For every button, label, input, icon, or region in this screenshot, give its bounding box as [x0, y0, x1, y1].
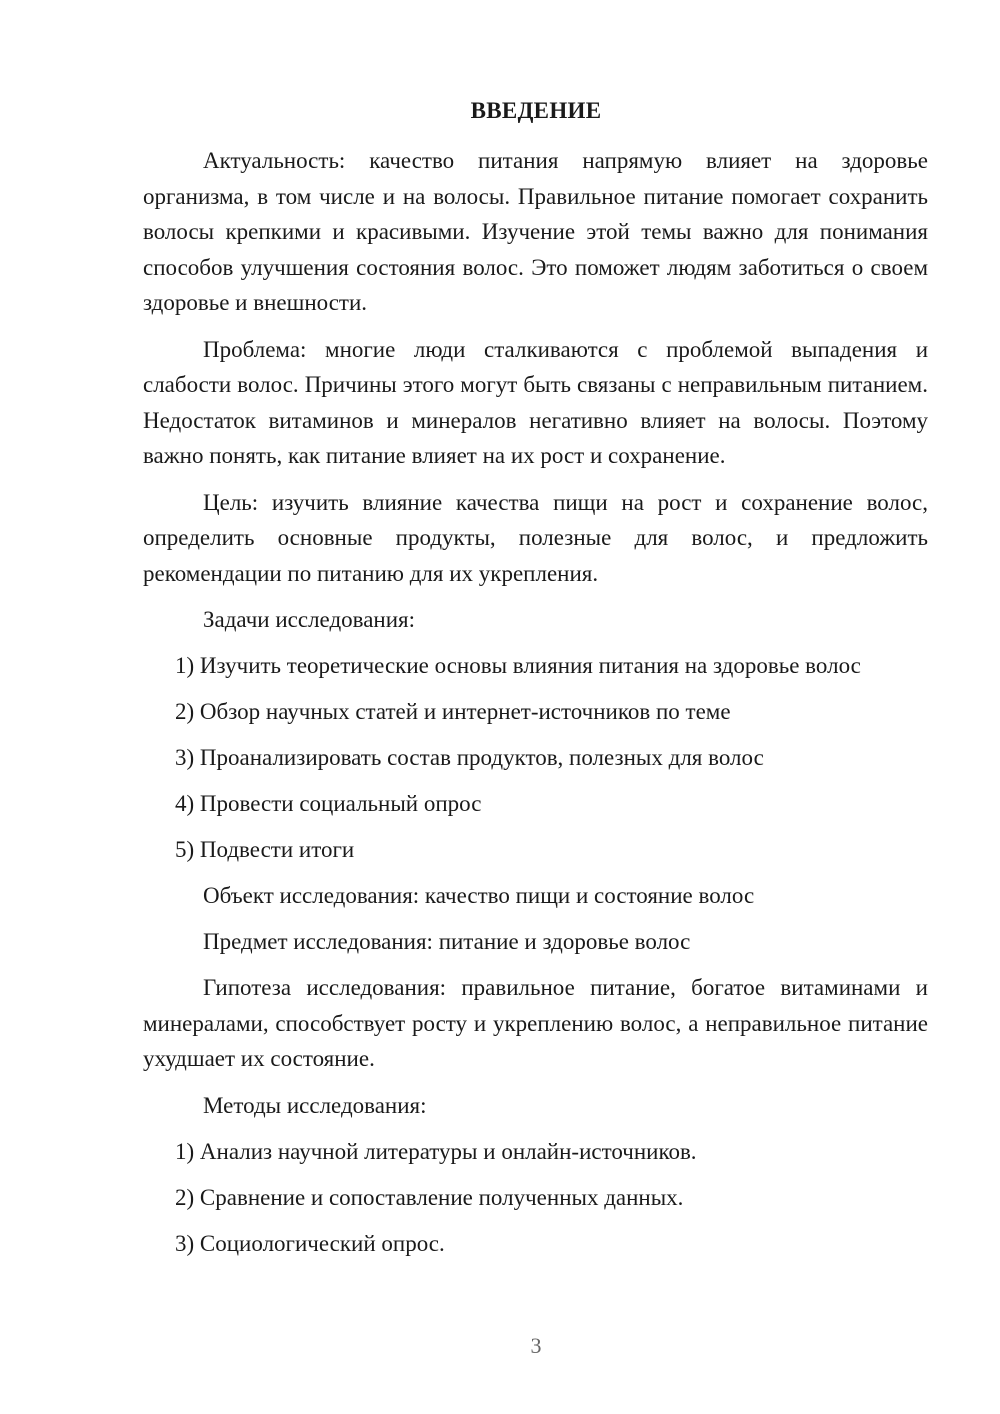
task-item-2: 2) Обзор научных статей и интернет-источников по теме: [175, 699, 731, 724]
document-body: [143, 143, 928, 1272]
relevance-paragraph: Актуальность: качество питания напрямую влияет на здоровье организма, в том числе и на волосы. Правильное питание помогает сохранить волосы крепкими и красивыми. Изучение этой темы важно для понимания способов улучшения состояния волос. Это поможет людям заботиться о своем здоровье и внешности.: [143, 148, 928, 315]
method-item-3: 3) Социологический опрос.: [175, 1230, 445, 1256]
research-subject: Предмет исследования: питание и здоровье волос: [203, 929, 691, 954]
problem-paragraph: Проблема: многие люди сталкиваются с проблемой выпадения и слабости волос. Причины этого могут быть связаны с неправильным питанием. Недостаток витаминов и минералов негативно влияет на волосы. Поэтому важно понять, как питание влияет на их рост и сохранение.: [143, 336, 928, 468]
task-item-5: 5) Подвести итоги: [175, 837, 355, 862]
page-title: ВВЕДЕНИЕ: [470, 98, 602, 123]
task-item-4: 4) Провести социальный опрос: [175, 791, 482, 816]
task-item-1: 1) Изучить теоретические основы влияния питания на здоровье волос: [175, 653, 861, 678]
tasks-heading: Задачи исследования:: [203, 607, 416, 632]
method-item-1: 1) Анализ научной литературы и онлайн-источников.: [175, 1138, 697, 1164]
goal-paragraph: Цель: изучить влияние качества пищи на рост и сохранение волос, определить основные продукты, полезные для волос, и предложить рекомендации по питанию для их укрепления.: [143, 489, 928, 586]
hypothesis-paragraph: Гипотеза исследования: правильное питание, богатое витаминами и минералами, способствует росту и укреплению волос, а неправильное питание ухудшает их состояние.: [143, 975, 928, 1071]
research-object: Объект исследования: качество пищи и состояние волос: [203, 883, 755, 908]
page-number: 3: [530, 1333, 542, 1358]
methods-heading: Методы исследования:: [203, 1092, 427, 1118]
task-item-3: 3) Проанализировать состав продуктов, полезных для волос: [175, 745, 764, 770]
method-item-2: 2) Сравнение и сопоставление полученных данных.: [175, 1184, 684, 1210]
